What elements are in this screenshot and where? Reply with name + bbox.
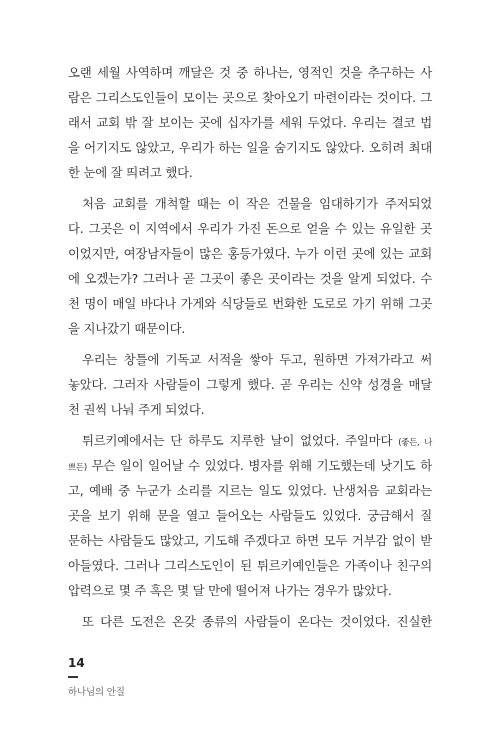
text-line: 이었지만, 여장남자들이 많은 홍등가였다. 누가 이런 곳에 있는 교회	[68, 246, 432, 261]
text-line	[68, 453, 432, 478]
text-line: 곳을 보기 위해 문을 열고 들어오는 사람들도 있었다. 궁금해서 질	[68, 508, 432, 523]
text-line: 한 눈에 잘 띄려고 했다.	[68, 165, 193, 180]
page-footer	[68, 656, 125, 698]
text-line: 을 어기지도 않았고, 우리가 하는 일을 숨기지도 않았다. 오히려 최대	[68, 140, 432, 155]
text-line: 문하는 사람들도 많았고, 기도해 주겠다고 하면 모두 거부감 없이 받	[68, 533, 432, 548]
text-line: 처음 교회를 개척할 때는 이 작은 건물을 임대하기가 주저되었	[82, 196, 432, 211]
text-line-main: 튀르키예에서는 단 하루도 지루한 날이 없었다. 주일마다	[82, 433, 393, 448]
text-line: 우리는 창틀에 기독교 서적을 쌓아 두고, 원하면 가져가라고 써	[82, 352, 432, 367]
text-line: 또 다른 도전은 온갖 종류의 사람들이 온다는 것이었다. 진실한	[82, 614, 432, 629]
text-line: 천 명이 매일 바다나 가게와 식당들로 번화한 도로로 가기 위해 그곳	[68, 296, 432, 311]
text-line: 고, 예배 중 누군가 소리를 지르는 일도 있었다. 난생처음 교회라는	[68, 483, 432, 498]
small-annotation: 쁘든)	[68, 463, 87, 473]
text-line: 래서 교회 밖 잘 보이는 곳에 십자가를 세워 두었다. 우리는 결코 법	[68, 115, 432, 130]
text-line: 천 권씩 나눠 주게 되었다.	[68, 402, 205, 417]
text-line: 압력으로 몇 주 혹은 몇 달 만에 떨어져 나가는 경우가 많았다.	[68, 583, 392, 598]
body-text	[68, 60, 432, 634]
text-line: 놓았다. 그러자 사람들이 그렇게 했다. 곧 우리는 신약 성경을 매달	[68, 377, 432, 392]
text-line: 람은 그리스도인들이 모이는 곳으로 찾아오기 마련이라는 것이다. 그	[68, 90, 432, 105]
footer-rule	[68, 676, 78, 678]
book-title: 하나님의 안질	[68, 686, 125, 698]
page-number: 14	[68, 656, 85, 670]
text-line: 을 지나갔기 때문이다.	[68, 321, 186, 336]
text-line	[68, 428, 432, 453]
text-line-main: 무슨 일이 일어날 수 있었다. 병자를 위해 기도했는데 낫기도 하	[91, 458, 432, 473]
text-line: 오랜 세월 사역하며 깨달은 것 중 하나는, 영적인 것을 추구하는 사	[68, 65, 432, 80]
text-line: 다. 그곳은 이 지역에서 우리가 가진 돈으로 얻을 수 있는 유일한 곳	[68, 221, 432, 236]
small-annotation: (좋든, 나	[398, 438, 432, 448]
text-line: 에 오겠는가? 그러나 곧 그곳이 좋은 곳이라는 것을 알게 되었다. 수	[68, 271, 432, 286]
text-line: 아들였다. 그러나 그리스도인이 된 튀르키예인들은 가족이나 친구의	[68, 558, 432, 573]
